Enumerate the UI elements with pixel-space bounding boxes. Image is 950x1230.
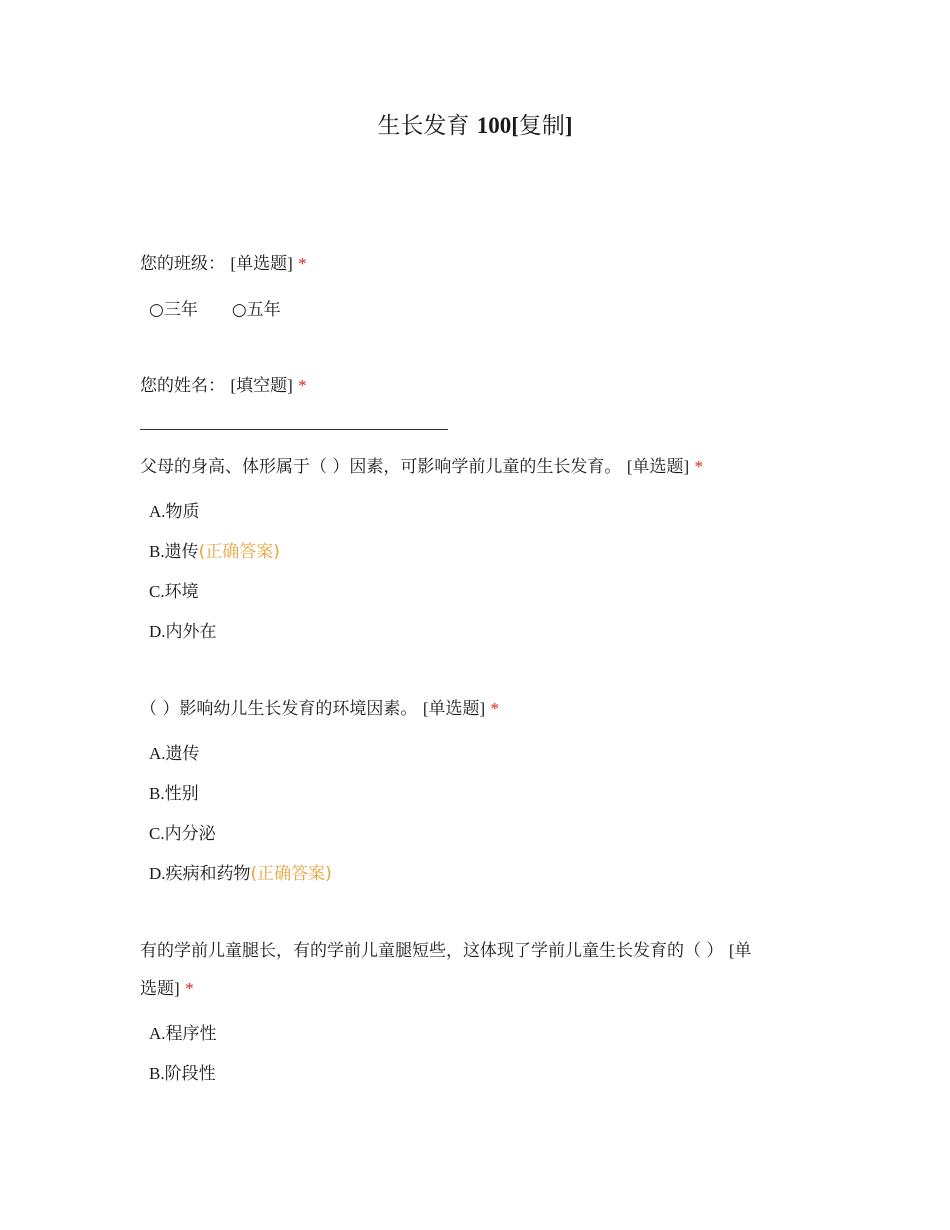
question-heredity xyxy=(140,448,820,486)
title-close: ] xyxy=(564,113,573,138)
option-b[interactable] xyxy=(149,782,199,806)
option-letter: C. xyxy=(149,582,165,601)
option-b[interactable] xyxy=(149,540,280,564)
option-d[interactable] xyxy=(149,620,217,644)
option-letter: D. xyxy=(149,864,166,883)
question-name xyxy=(140,367,820,405)
question-type-part2: 选题] xyxy=(140,979,180,998)
option-label: 疾病和药物 xyxy=(165,864,251,884)
name-input-line[interactable] xyxy=(140,429,448,430)
option-letter: B. xyxy=(149,784,165,803)
page-title xyxy=(0,110,950,142)
question-environment xyxy=(140,690,820,728)
title-suffix: 复制 xyxy=(518,113,565,139)
required-marker: * xyxy=(298,254,307,273)
required-marker: * xyxy=(185,979,194,998)
question-type: [单选题] xyxy=(626,457,690,476)
option-label: 内分泌 xyxy=(164,824,216,844)
title-number: 100[ xyxy=(476,113,519,138)
required-marker: * xyxy=(298,376,307,395)
question-text: 父母的身高、体形属于（ ）因素，可影响学前儿童的生长发育。 xyxy=(140,457,622,477)
question-text: 有的学前儿童腿长，有的学前儿童腿短些，这体现了学前儿童生长发育的（ ） xyxy=(140,941,724,961)
option-b[interactable] xyxy=(149,1062,216,1086)
option-letter: B. xyxy=(149,1064,165,1083)
option-label: 环境 xyxy=(164,582,199,602)
option-label: 性别 xyxy=(164,784,199,804)
option-label: 内外在 xyxy=(165,622,217,642)
option-c[interactable] xyxy=(149,580,199,604)
required-marker: * xyxy=(490,699,500,718)
option-label: 阶段性 xyxy=(164,1064,216,1084)
question-class xyxy=(140,245,820,283)
question-type: [单选题] xyxy=(422,699,486,718)
question-individual-difference xyxy=(140,932,820,1008)
question-type-part1: [单 xyxy=(728,941,752,960)
option-d[interactable] xyxy=(149,862,332,886)
question-type: [单选题] xyxy=(230,254,293,273)
question-text: 您的班级： xyxy=(140,254,225,274)
option-label: 物质 xyxy=(165,502,200,522)
option-a[interactable] xyxy=(149,742,200,766)
option-a[interactable] xyxy=(149,500,200,524)
option-c[interactable] xyxy=(149,822,216,846)
required-marker: * xyxy=(694,457,704,476)
correct-answer-tag: (正确答案) xyxy=(250,864,332,884)
title-prefix: 生长发育 xyxy=(377,113,477,139)
option-letter: B. xyxy=(149,542,165,561)
question-type: [填空题] xyxy=(230,376,293,395)
question-text: （ ）影响幼儿生长发育的环境因素。 xyxy=(140,699,418,719)
correct-answer-tag: (正确答案) xyxy=(198,542,280,562)
option-letter: D. xyxy=(149,622,166,641)
radio-option-third-grade[interactable]: ○三年 xyxy=(149,300,198,320)
option-label: 遗传 xyxy=(165,744,200,764)
option-letter: A. xyxy=(149,744,166,763)
option-letter: A. xyxy=(149,502,166,521)
option-label: 程序性 xyxy=(165,1024,217,1044)
question-text: 您的姓名： xyxy=(140,376,225,396)
class-options xyxy=(149,298,281,322)
option-label: 遗传 xyxy=(164,542,199,562)
option-letter: C. xyxy=(149,824,165,843)
radio-option-fifth-grade[interactable]: ○五年 xyxy=(231,300,281,320)
option-a[interactable] xyxy=(149,1022,217,1046)
option-letter: A. xyxy=(149,1024,166,1043)
